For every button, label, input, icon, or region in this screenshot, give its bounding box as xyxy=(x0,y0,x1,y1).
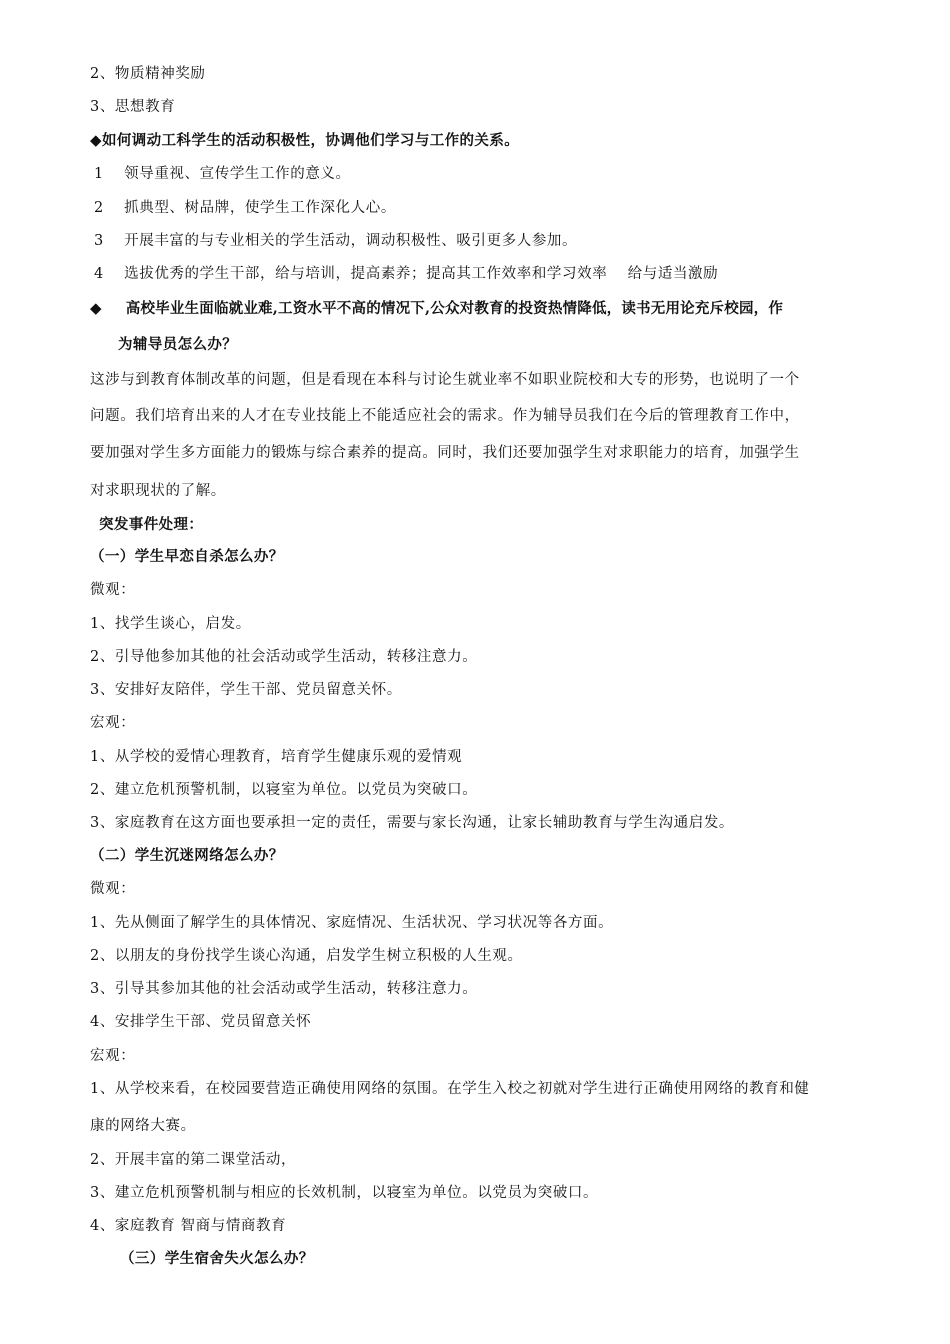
subsection-heading: （二）学生沉迷网络怎么办？ xyxy=(90,847,284,864)
subsection-heading: （一）学生早恋自杀怎么办？ xyxy=(90,548,284,565)
numbered-item: 3 开展丰富的与专业相关的学生活动，调动积极性、吸引更多人参加。 xyxy=(94,233,578,249)
list-item-continued: 康的网络大赛。 xyxy=(90,1118,196,1134)
numbered-item: 4 选拔优秀的学生干部，给与培训，提高素养；提高其工作效率和学习效率 给与适当激励 xyxy=(94,266,719,282)
list-item: 4、安排学生干部、党员留意关怀 xyxy=(90,1014,312,1030)
question-heading xyxy=(90,130,519,151)
list-item: 3、思想教育 xyxy=(90,99,176,115)
list-item: 2、物质精神奖励 xyxy=(90,66,206,82)
list-item: 2、开展丰富的第二课堂活动， xyxy=(90,1152,297,1168)
paragraph-line: 要加强对学生多方面能力的锻炼与综合素养的提高。同时，我们还要加强学生对求职能力的培育，加强学生 xyxy=(90,445,800,461)
list-item: 3、安排好友陪伴，学生干部、党员留意关怀。 xyxy=(90,682,402,698)
label: 宏观： xyxy=(90,715,136,731)
diamond-bullet-icon: ◆ xyxy=(90,299,102,317)
numbered-item: 2 抓典型、树品牌，使学生工作深化人心。 xyxy=(94,200,396,216)
question-heading-text: 如何调动工科学生的活动积极性，协调他们学习与工作的关系。 xyxy=(101,132,520,149)
label: 微观： xyxy=(90,582,136,598)
paragraph-line: 问题。我们培育出来的人才在专业技能上不能适应社会的需求。作为辅导员我们在今后的管理教育工作中， xyxy=(90,408,800,424)
list-item: 3、引导其参加其他的社会活动或学生活动，转移注意力。 xyxy=(90,981,478,997)
list-item: 4、家庭教育 智商与情商教育 xyxy=(90,1218,287,1234)
list-item: 1、找学生谈心，启发。 xyxy=(90,616,251,632)
list-item: 3、建立危机预警机制与相应的长效机制，以寝室为单位。以党员为突破口。 xyxy=(90,1185,599,1201)
list-item: 2、建立危机预警机制，以寝室为单位。以党员为突破口。 xyxy=(90,782,478,798)
list-item: 3、家庭教育在这方面也要承担一定的责任，需要与家长沟通，让家长辅助教育与学生沟通启发。 xyxy=(90,815,735,831)
subsection-heading: （三）学生宿舍失火怎么办？ xyxy=(120,1250,314,1267)
list-item: 2、引导他参加其他的社会活动或学生活动，转移注意力。 xyxy=(90,649,478,665)
question-heading xyxy=(90,298,783,319)
paragraph-line: 对求职现状的了解。 xyxy=(90,483,226,499)
list-item: 1、从学校的爱情心理教育，培育学生健康乐观的爱情观 xyxy=(90,749,463,765)
question-heading-text: 高校毕业生面临就业难,工资水平不高的情况下,公众对教育的投资热情降低，读书无用论充斥校园，作 xyxy=(125,300,784,317)
paragraph-line: 这涉与到教育体制改革的问题，但是看现在本科与讨论生就业率不如职业院校和大专的形势，也说明了一个 xyxy=(90,372,800,388)
question-heading-continued: 为辅导员怎么办？ xyxy=(118,336,238,353)
numbered-item: 1 领导重视、宣传学生工作的意义。 xyxy=(94,166,351,182)
section-heading: 突发事件处理： xyxy=(99,516,204,533)
list-item: 2、以朋友的身份找学生谈心沟通，启发学生树立积极的人生观。 xyxy=(90,948,523,964)
label: 宏观： xyxy=(90,1048,136,1064)
label: 微观： xyxy=(90,881,136,897)
list-item: 1、从学校来看，在校园要营造正确使用网络的氛围。在学生入校之初就对学生进行正确使用网络的教育和健 xyxy=(90,1081,810,1097)
list-item: 1、先从侧面了解学生的具体情况、家庭情况、生活状况、学习状况等各方面。 xyxy=(90,915,614,931)
diamond-bullet-icon: ◆ xyxy=(90,131,102,149)
